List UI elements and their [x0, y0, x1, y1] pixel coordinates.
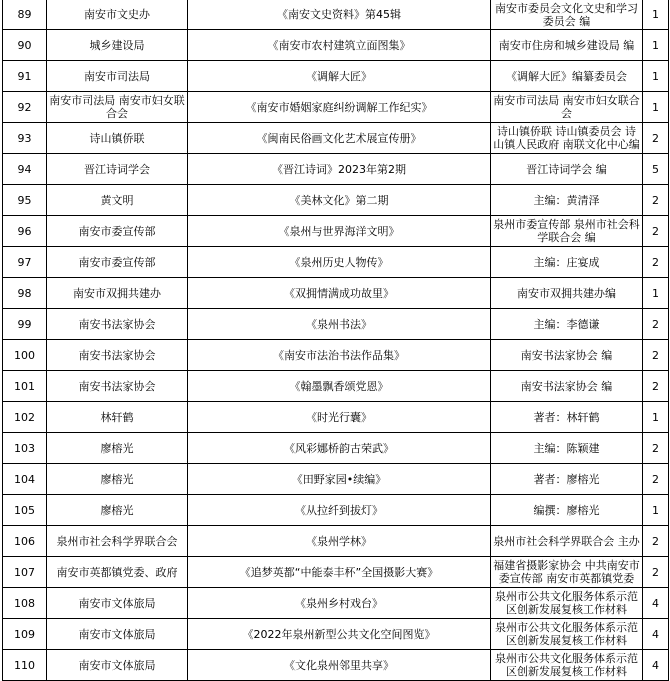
quantity-cell-text: 2 [652, 255, 659, 269]
row-number-cell [3, 402, 47, 433]
book-title-cell [188, 588, 491, 619]
quantity-cell-text: 2 [652, 131, 659, 145]
quantity-cell-text: 2 [652, 193, 659, 207]
table-row [3, 309, 669, 340]
editor-cell [491, 185, 643, 216]
table-row [3, 557, 669, 588]
quantity-cell [643, 278, 669, 309]
row-number-cell [3, 650, 47, 681]
row-number-cell [3, 0, 47, 30]
donor-cell-text: 晋江诗词学会 [84, 162, 150, 176]
row-number-cell [3, 30, 47, 61]
donor-cell-text: 南安市文史办 [84, 8, 150, 21]
quantity-cell [643, 402, 669, 433]
editor-cell-text: 主编：黄清泽 [533, 193, 600, 207]
book-title-cell [188, 464, 491, 495]
donor-cell-text: 诗山镇侨联 [89, 131, 145, 145]
quantity-cell-text: 1 [652, 503, 659, 517]
donor-cell-text: 南安市司法局 [84, 69, 150, 83]
table-row [3, 588, 669, 619]
book-title-cell [188, 154, 491, 185]
table-row [3, 619, 669, 650]
quantity-cell-text: 1 [652, 8, 659, 21]
donor-cell [47, 495, 188, 526]
donor-cell-text: 廖榕光 [100, 503, 134, 517]
book-title-cell [188, 495, 491, 526]
editor-cell-text: 主编：庄宴成 [533, 255, 600, 269]
row-number-cell-text: 104 [14, 472, 35, 486]
table-row [3, 371, 669, 402]
editor-cell [491, 92, 643, 123]
quantity-cell [643, 619, 669, 650]
row-number-cell [3, 185, 47, 216]
book-title-cell [188, 0, 491, 30]
quantity-cell [643, 588, 669, 619]
row-number-cell-text: 89 [17, 8, 32, 21]
quantity-cell-text: 1 [652, 410, 659, 424]
quantity-cell-text: 1 [652, 69, 659, 83]
row-number-cell [3, 557, 47, 588]
row-number-cell-text: 103 [14, 441, 35, 455]
editor-cell [491, 30, 643, 61]
row-number-cell [3, 247, 47, 278]
editor-cell-text: 诗山镇侨联 诗山镇委员会 诗山镇人民政府 南联文化中心编 [493, 125, 640, 151]
editor-cell [491, 216, 643, 247]
row-number-cell [3, 92, 47, 123]
book-title-cell-text: 《时光行囊》 [306, 410, 372, 424]
quantity-cell-text: 2 [652, 441, 659, 455]
table-row [3, 154, 669, 185]
book-title-cell-text: 《南安文史资料》第45辑 [277, 8, 401, 21]
quantity-cell-text: 2 [652, 348, 659, 362]
book-title-cell-text: 《2022年泉州新型公共文化空间图览》 [242, 627, 436, 641]
row-number-cell [3, 340, 47, 371]
editor-cell [491, 154, 643, 185]
donor-cell-text: 南安书法家协会 [78, 379, 156, 393]
table-row [3, 247, 669, 278]
row-number-cell-text: 101 [14, 379, 35, 393]
donor-cell-text: 南安市英都镇党委、政府 [56, 565, 178, 579]
book-title-cell [188, 216, 491, 247]
editor-cell [491, 278, 643, 309]
quantity-cell-text: 4 [652, 627, 659, 641]
editor-cell-text: 南安市司法局 南安市妇女联合会 [493, 94, 640, 120]
editor-cell-text: 福建省摄影家协会 中共南安市委宣传部 南安市英都镇党委 [493, 559, 640, 585]
book-title-cell-text: 《从拉纤到拔灯》 [295, 503, 383, 517]
editor-cell-text: 《调解大匠》编纂委员会 [506, 69, 627, 83]
table-row [3, 433, 669, 464]
donor-cell-text: 黄文明 [100, 193, 134, 207]
book-title-cell [188, 92, 491, 123]
row-number-cell-text: 90 [17, 38, 32, 52]
book-title-cell-text: 《泉州历史人物传》 [289, 255, 389, 269]
donor-cell [47, 650, 188, 681]
table-row [3, 30, 669, 61]
donor-cell-text: 南安市双拥共建办 [73, 286, 161, 300]
book-title-cell-text: 《调解大匠》 [306, 69, 372, 83]
donor-cell-text: 南安市文体旅局 [78, 596, 156, 610]
table-row [3, 185, 669, 216]
row-number-cell [3, 154, 47, 185]
book-title-cell [188, 185, 491, 216]
row-number-cell-text: 92 [17, 100, 32, 114]
editor-cell [491, 619, 643, 650]
table-row [3, 278, 669, 309]
book-title-cell-text: 《翰墨飘香颂党恩》 [289, 379, 389, 393]
donor-cell [47, 464, 188, 495]
donor-cell [47, 526, 188, 557]
quantity-cell [643, 371, 669, 402]
editor-cell-text: 著者：廖榕光 [533, 472, 600, 486]
donor-cell [47, 588, 188, 619]
book-title-cell-text: 《双拥情满成功故里》 [284, 286, 394, 300]
quantity-cell [643, 92, 669, 123]
quantity-cell [643, 216, 669, 247]
row-number-cell-text: 98 [17, 286, 32, 300]
donor-cell [47, 557, 188, 588]
donor-cell [47, 340, 188, 371]
book-title-cell-text: 《田野家园•续编》 [291, 472, 387, 486]
table-row [3, 340, 669, 371]
quantity-cell-text: 1 [652, 100, 659, 114]
row-number-cell [3, 123, 47, 154]
book-title-cell [188, 247, 491, 278]
quantity-cell [643, 526, 669, 557]
editor-cell [491, 495, 643, 526]
editor-cell [491, 526, 643, 557]
donor-cell [47, 402, 188, 433]
quantity-cell [643, 154, 669, 185]
table-row [3, 92, 669, 123]
editor-cell-text: 泉州市公共文化服务体系示范区创新发展复核工作材料 [495, 621, 638, 647]
quantity-cell-text: 4 [652, 596, 659, 610]
editor-cell [491, 61, 643, 92]
row-number-cell [3, 61, 47, 92]
donor-cell [47, 185, 188, 216]
donor-cell [47, 433, 188, 464]
book-title-cell [188, 309, 491, 340]
donor-cell [47, 309, 188, 340]
book-title-cell-text: 《泉州与世界海洋文明》 [278, 224, 400, 238]
editor-cell-text: 南安市双拥共建办编 [517, 286, 616, 300]
book-title-cell-text: 《南安市法治书法作品集》 [273, 348, 405, 362]
quantity-cell [643, 309, 669, 340]
donor-cell-text: 城乡建设局 [89, 38, 145, 52]
book-title-cell-text: 《南安市农村建筑立面图集》 [267, 38, 411, 52]
row-number-cell [3, 464, 47, 495]
editor-cell [491, 433, 643, 464]
donor-cell-text: 南安书法家协会 [78, 348, 156, 362]
row-number-cell [3, 495, 47, 526]
table-row [3, 464, 669, 495]
donor-cell [47, 216, 188, 247]
book-title-cell [188, 619, 491, 650]
row-number-cell-text: 108 [14, 596, 35, 610]
quantity-cell [643, 557, 669, 588]
row-number-cell-text: 106 [14, 534, 35, 548]
book-title-cell-text: 《泉州书法》 [306, 317, 372, 331]
donor-cell-text: 南安书法家协会 [78, 317, 156, 331]
row-number-cell-text: 94 [17, 162, 32, 176]
row-number-cell-text: 100 [14, 348, 35, 362]
quantity-cell-text: 2 [652, 317, 659, 331]
donor-cell-text: 泉州市社会科学界联合会 [56, 534, 178, 548]
row-number-cell-text: 95 [17, 193, 32, 207]
row-number-cell [3, 526, 47, 557]
table-row [3, 650, 669, 681]
book-title-cell-text: 《泉州乡村戏台》 [295, 596, 383, 610]
book-title-cell-text: 《南安市婚姻家庭纠纷调解工作纪实》 [245, 100, 433, 114]
editor-cell-text: 南安书法家协会 编 [520, 379, 613, 393]
donation-table [2, 0, 669, 681]
quantity-cell [643, 247, 669, 278]
editor-cell [491, 464, 643, 495]
row-number-cell [3, 278, 47, 309]
book-title-cell [188, 433, 491, 464]
donor-cell [47, 30, 188, 61]
editor-cell-text: 著者：林轩鹤 [533, 410, 600, 424]
table-row [3, 0, 669, 30]
quantity-cell-text: 1 [652, 286, 659, 300]
quantity-cell [643, 495, 669, 526]
editor-cell [491, 402, 643, 433]
table-row [3, 495, 669, 526]
donor-cell [47, 0, 188, 30]
book-title-cell [188, 340, 491, 371]
quantity-cell [643, 61, 669, 92]
quantity-cell-text: 2 [652, 565, 659, 579]
editor-cell-text: 泉州市公共文化服务体系示范区创新发展复核工作材料 [495, 652, 638, 678]
row-number-cell-text: 109 [14, 627, 35, 641]
editor-cell-text: 南安市委员会文化文史和学习委员会 编 [495, 1, 638, 28]
book-title-cell [188, 371, 491, 402]
donor-cell [47, 619, 188, 650]
row-number-cell-text: 91 [17, 69, 32, 83]
donor-cell [47, 247, 188, 278]
donor-cell-text: 南安市委宣传部 [78, 224, 156, 238]
editor-cell-text: 编撰：廖榕光 [533, 503, 600, 517]
book-title-cell [188, 650, 491, 681]
editor-cell [491, 123, 643, 154]
book-title-cell [188, 61, 491, 92]
row-number-cell [3, 433, 47, 464]
quantity-cell-text: 2 [652, 379, 659, 393]
editor-cell [491, 309, 643, 340]
book-title-cell-text: 《美林文化》第二期 [289, 193, 389, 207]
book-title-cell-text: 《文化泉州邻里共享》 [284, 658, 394, 672]
editor-cell [491, 557, 643, 588]
donor-cell-text: 林轩鹤 [100, 410, 134, 424]
quantity-cell [643, 185, 669, 216]
quantity-cell [643, 123, 669, 154]
donor-cell-text: 南安市司法局 南安市妇女联合会 [49, 94, 185, 120]
editor-cell [491, 247, 643, 278]
row-number-cell-text: 105 [14, 503, 35, 517]
book-title-cell [188, 402, 491, 433]
editor-cell-text: 主编：陈颖建 [533, 441, 600, 455]
donor-cell-text: 南安市文体旅局 [78, 627, 156, 641]
row-number-cell-text: 93 [17, 131, 32, 145]
table-row [3, 61, 669, 92]
quantity-cell-text: 4 [652, 658, 659, 672]
book-title-cell [188, 278, 491, 309]
donor-cell-text: 南安市委宣传部 [78, 255, 156, 269]
quantity-cell [643, 0, 669, 30]
quantity-cell [643, 340, 669, 371]
row-number-cell [3, 588, 47, 619]
book-title-cell [188, 526, 491, 557]
row-number-cell [3, 371, 47, 402]
book-title-cell-text: 《追梦英都“中能泰丰杯”全国摄影大赛》 [239, 565, 439, 579]
editor-cell-text: 泉州市社会科学界联合会 主办 [493, 534, 640, 548]
donor-cell-text: 南安市文体旅局 [78, 658, 156, 672]
editor-cell-text: 晋江诗词学会 编 [526, 162, 607, 176]
quantity-cell [643, 30, 669, 61]
quantity-cell [643, 433, 669, 464]
quantity-cell-text: 2 [652, 472, 659, 486]
row-number-cell-text: 107 [14, 565, 35, 579]
quantity-cell-text: 1 [652, 38, 659, 52]
editor-cell [491, 588, 643, 619]
editor-cell-text: 南安市住房和城乡建设局 编 [498, 38, 635, 52]
book-title-cell-text: 《晋江诗词》2023年第2期 [272, 162, 406, 176]
table-row [3, 402, 669, 433]
quantity-cell-text: 2 [652, 534, 659, 548]
editor-cell [491, 371, 643, 402]
editor-cell [491, 340, 643, 371]
row-number-cell [3, 216, 47, 247]
donor-cell-text: 廖榕光 [100, 472, 134, 486]
table-row [3, 123, 669, 154]
table-row [3, 216, 669, 247]
book-title-cell-text: 《风彩娜桥韵古荣武》 [284, 441, 394, 455]
table-body [3, 0, 669, 681]
row-number-cell-text: 97 [17, 255, 32, 269]
editor-cell-text: 主编：李德谦 [533, 317, 600, 331]
donor-cell-text: 廖榕光 [100, 441, 134, 455]
row-number-cell [3, 309, 47, 340]
donor-cell [47, 278, 188, 309]
editor-cell [491, 0, 643, 30]
book-title-cell-text: 《闽南民俗画文化艺术展宣传册》 [256, 131, 422, 145]
row-number-cell [3, 619, 47, 650]
quantity-cell-text: 5 [652, 162, 659, 176]
editor-cell-text: 泉州市委宣传部 泉州市社会科学联合会 编 [493, 218, 640, 244]
quantity-cell-text: 2 [652, 224, 659, 238]
quantity-cell [643, 650, 669, 681]
editor-cell-text: 南安书法家协会 编 [520, 348, 613, 362]
donor-cell [47, 61, 188, 92]
donor-cell [47, 123, 188, 154]
row-number-cell-text: 110 [14, 658, 35, 672]
donor-cell [47, 92, 188, 123]
editor-cell-text: 泉州市公共文化服务体系示范区创新发展复核工作材料 [495, 590, 638, 616]
donor-cell [47, 371, 188, 402]
book-title-cell [188, 30, 491, 61]
row-number-cell-text: 99 [17, 317, 32, 331]
row-number-cell-text: 96 [17, 224, 32, 238]
row-number-cell-text: 102 [14, 410, 35, 424]
book-title-cell-text: 《泉州学林》 [306, 534, 372, 548]
book-title-cell [188, 557, 491, 588]
editor-cell [491, 650, 643, 681]
table-row [3, 526, 669, 557]
quantity-cell [643, 464, 669, 495]
book-title-cell [188, 123, 491, 154]
donor-cell [47, 154, 188, 185]
